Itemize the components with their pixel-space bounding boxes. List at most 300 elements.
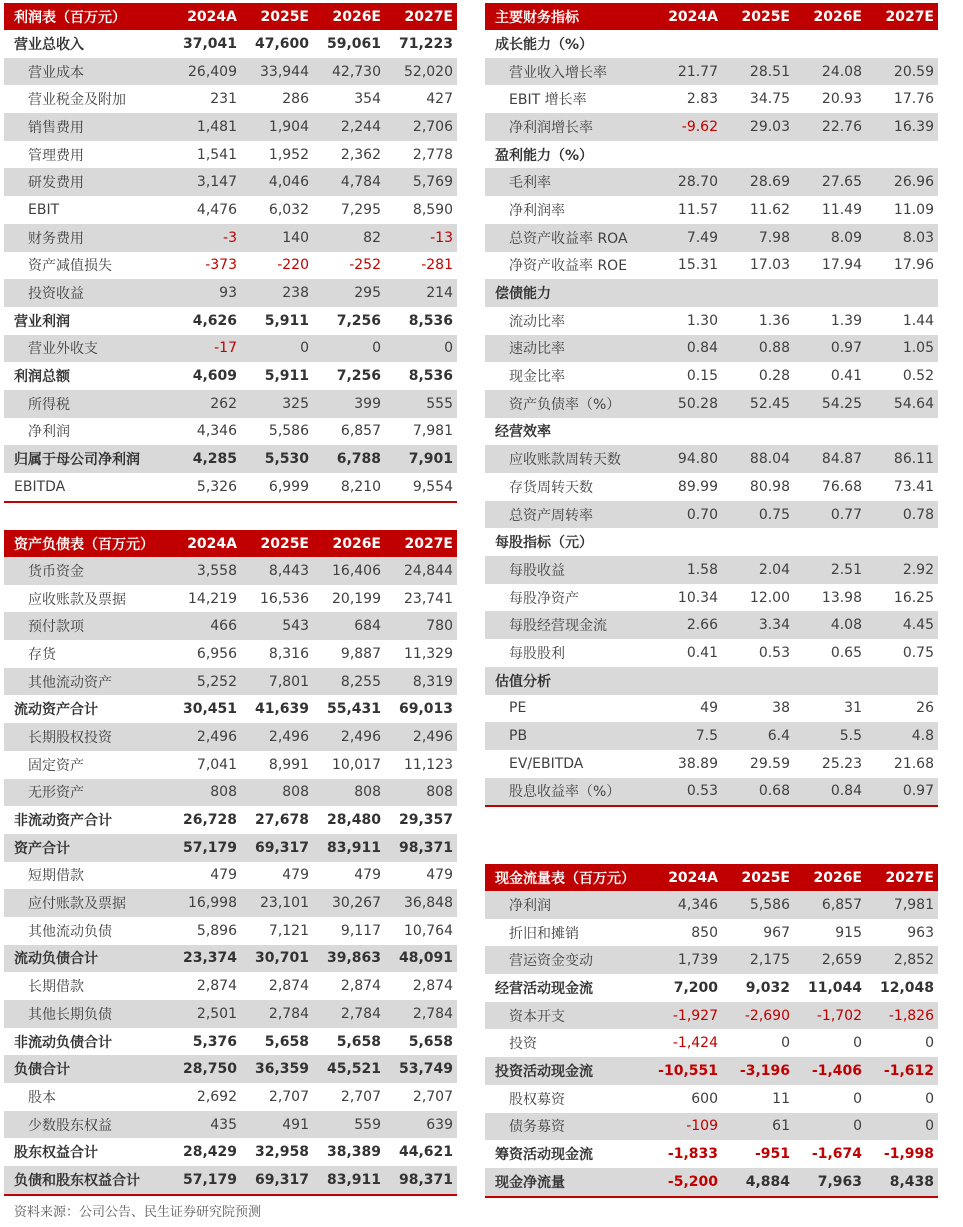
cell-value: 45,521 — [326, 1061, 381, 1078]
row-label: 营业外收支 — [28, 341, 98, 358]
cell-value: 0.84 — [830, 783, 862, 800]
cell-value: 1,739 — [677, 952, 718, 969]
cell-value: 0.52 — [902, 368, 934, 385]
cell-value: 5,896 — [196, 922, 237, 939]
cell-value: 54.64 — [893, 395, 934, 412]
cell-value: -1,612 — [883, 1062, 934, 1079]
table-row — [4, 557, 457, 585]
cell-value: 0.15 — [686, 368, 718, 385]
cell-value: 2,707 — [340, 1088, 381, 1105]
table-row — [4, 113, 457, 141]
cell-value: 16.25 — [893, 589, 934, 606]
cell-value: 286 — [282, 91, 309, 108]
table-row — [4, 30, 457, 58]
cell-value: 1,541 — [196, 146, 237, 163]
cell-value: 37,041 — [182, 35, 237, 52]
cell-value: 11.57 — [677, 201, 718, 218]
table-row — [4, 85, 457, 113]
row-label: 折旧和摊销 — [509, 925, 579, 942]
row-label: 股息收益率（%） — [509, 784, 621, 801]
cell-value: -1,406 — [811, 1062, 862, 1079]
cell-value: -951 — [754, 1146, 790, 1163]
row-label: 营业总收入 — [14, 36, 84, 53]
cell-value: 86.11 — [893, 451, 934, 468]
row-label: 净利润 — [509, 897, 551, 914]
cell-value: 2,874 — [340, 978, 381, 995]
table-row — [485, 390, 938, 418]
cell-value: 1.44 — [902, 312, 934, 329]
cell-value: 55,431 — [326, 701, 381, 718]
cell-value: 17.94 — [821, 257, 862, 274]
cell-value: -1,998 — [883, 1146, 934, 1163]
cell-value: 20.59 — [893, 63, 934, 80]
cell-value: 808 — [354, 784, 381, 801]
row-label: 每股指标（元） — [495, 535, 593, 552]
cell-value: 491 — [282, 1116, 309, 1133]
cell-value: 354 — [354, 91, 381, 108]
row-label: PE — [509, 700, 527, 717]
cell-value: 16,406 — [332, 562, 381, 579]
cell-value: 8,590 — [412, 201, 453, 218]
row-label: 资产合计 — [14, 840, 70, 857]
table-row — [4, 889, 457, 917]
cell-value: 8.03 — [902, 229, 934, 246]
row-label: 投资收益 — [28, 286, 84, 303]
cell-value: 9,887 — [340, 645, 381, 662]
row-label: 少数股东权益 — [28, 1117, 112, 1134]
cell-value: 28,480 — [326, 812, 381, 829]
cell-value: 5,376 — [192, 1033, 237, 1050]
row-label: 净资产收益率 ROE — [509, 258, 628, 275]
table-row — [4, 1055, 457, 1083]
cell-value: 5,326 — [196, 478, 237, 495]
table-row — [4, 168, 457, 196]
cell-value: 0 — [372, 340, 381, 357]
row-label: 利润总额 — [14, 369, 70, 386]
cell-value: 2,852 — [893, 952, 934, 969]
table-row — [485, 1085, 938, 1113]
cell-value: 98,371 — [398, 839, 453, 856]
cell-value: 0.78 — [902, 506, 934, 523]
table-row — [4, 862, 457, 890]
table-row — [4, 1000, 457, 1028]
row-label: 现金比率 — [509, 369, 565, 386]
cell-value: 5,769 — [412, 174, 453, 191]
cell-value: 4.08 — [830, 617, 862, 634]
cell-value: 4,285 — [192, 451, 237, 468]
table-row — [4, 806, 457, 834]
table-title: 利润表（百万元） — [14, 9, 126, 26]
table-row — [4, 58, 457, 86]
row-label: 估值分析 — [495, 673, 551, 690]
row-label: 存货周转天数 — [509, 479, 593, 496]
cell-value: 0 — [853, 1090, 862, 1107]
cell-value: 5,586 — [268, 423, 309, 440]
table-row — [485, 556, 938, 584]
cell-value: -9.62 — [681, 118, 718, 135]
table-row — [485, 473, 938, 501]
cell-value: 8,316 — [268, 645, 309, 662]
cell-value: 2,175 — [749, 952, 790, 969]
table-row — [485, 501, 938, 529]
cell-value: 4,884 — [745, 1173, 790, 1190]
cell-value: 2,874 — [196, 978, 237, 995]
cell-value: 11,123 — [404, 756, 453, 773]
cell-value: 2,874 — [268, 978, 309, 995]
row-label: 管理费用 — [28, 147, 84, 164]
row-label: 研发费用 — [28, 175, 84, 192]
table-title: 现金流量表（百万元） — [495, 870, 635, 887]
cell-value: 295 — [354, 285, 381, 302]
cell-value: 7,901 — [408, 451, 453, 468]
table-row — [4, 307, 457, 335]
section-row — [485, 528, 938, 556]
cell-value: 76.68 — [821, 478, 862, 495]
cell-value: 34.75 — [749, 91, 790, 108]
cell-value: 0 — [925, 1118, 934, 1135]
income-statement-table — [4, 3, 457, 503]
cell-value: 0.28 — [758, 368, 790, 385]
table-row — [485, 639, 938, 667]
cell-value: 3,147 — [196, 174, 237, 191]
cell-value: 4.45 — [902, 617, 934, 634]
cell-value: 2,692 — [196, 1088, 237, 1105]
cell-value: 466 — [210, 618, 237, 635]
cell-value: 44,621 — [398, 1144, 453, 1161]
row-label: 资本开支 — [509, 1008, 565, 1025]
cell-value: 59,061 — [326, 35, 381, 52]
cell-value: 39,863 — [326, 950, 381, 967]
table-row — [485, 335, 938, 363]
row-label: 成长能力（%） — [495, 36, 594, 53]
cell-value: 0.75 — [758, 506, 790, 523]
cell-value: 808 — [210, 784, 237, 801]
cell-value: 1.30 — [686, 312, 718, 329]
column-header-2024A: 2024A — [668, 869, 718, 886]
column-header-2025E: 2025E — [741, 8, 790, 25]
cell-value: 5,911 — [264, 368, 309, 385]
row-label: 销售费用 — [28, 119, 84, 136]
row-label: 毛利率 — [509, 175, 551, 192]
row-label: 经营活动现金流 — [495, 980, 593, 997]
cell-value: 0 — [925, 1035, 934, 1052]
cell-value: 850 — [691, 924, 718, 941]
cell-value: 16.39 — [893, 118, 934, 135]
table-row — [485, 362, 938, 390]
row-label: 股本 — [28, 1089, 56, 1106]
row-label: 流动资产合计 — [14, 702, 98, 719]
cell-value: 30,701 — [254, 950, 309, 967]
cell-value: -13 — [430, 229, 453, 246]
row-label: 总资产周转率 — [509, 507, 593, 524]
cell-value: 82 — [363, 229, 381, 246]
table-row — [4, 1138, 457, 1166]
section-row — [485, 418, 938, 446]
cell-value: 0.77 — [830, 506, 862, 523]
cell-value: 2,706 — [412, 118, 453, 135]
cell-value: 684 — [354, 618, 381, 635]
table-row — [485, 1140, 938, 1168]
cell-value: 80.98 — [749, 478, 790, 495]
row-label: 应收账款周转天数 — [509, 452, 621, 469]
cell-value: 0.68 — [758, 783, 790, 800]
cell-value: 28,750 — [182, 1061, 237, 1078]
table-row — [4, 612, 457, 640]
cell-value: -2,690 — [744, 1007, 790, 1024]
cell-value: 915 — [835, 924, 862, 941]
cell-value: 8,438 — [889, 1173, 934, 1190]
cell-value: 53,749 — [398, 1061, 453, 1078]
cell-value: 7,256 — [336, 312, 381, 329]
cell-value: 21.68 — [893, 755, 934, 772]
cell-value: 2,784 — [412, 1005, 453, 1022]
cell-value: 7.5 — [695, 728, 718, 745]
cell-value: 57,179 — [182, 839, 237, 856]
table-row — [485, 196, 938, 224]
table-row — [4, 668, 457, 696]
table-row — [4, 473, 457, 501]
cell-value: 1,481 — [196, 118, 237, 135]
cell-value: 2,707 — [412, 1088, 453, 1105]
table-row — [485, 252, 938, 280]
column-header-2026E: 2026E — [332, 535, 381, 552]
cell-value: 4.8 — [911, 728, 934, 745]
row-label: 现金净流量 — [495, 1174, 565, 1191]
source-note: 资料来源：公司公告、民生证券研究院预测 — [14, 1205, 262, 1220]
cell-value: 31 — [844, 700, 862, 717]
cell-value: 2,874 — [412, 978, 453, 995]
cell-value: 2.83 — [686, 91, 718, 108]
table-header — [485, 864, 938, 891]
column-header-2026E: 2026E — [813, 8, 862, 25]
cell-value: 7,041 — [196, 756, 237, 773]
cell-value: 479 — [282, 867, 309, 884]
cell-value: 4,476 — [196, 201, 237, 218]
cell-value: 16,998 — [188, 895, 237, 912]
cell-value: 0.41 — [830, 368, 862, 385]
table-title: 资产负债表（百万元） — [14, 536, 154, 553]
cell-value: 26 — [916, 700, 934, 717]
table-row — [485, 58, 938, 86]
cell-value: 23,741 — [404, 590, 453, 607]
cell-value: 0.84 — [686, 340, 718, 357]
cell-value: 7.49 — [686, 229, 718, 246]
cell-value: 24.08 — [821, 63, 862, 80]
cell-value: 38 — [772, 700, 790, 717]
table-row — [485, 1113, 938, 1141]
cell-value: 5,658 — [264, 1033, 309, 1050]
table-row — [485, 611, 938, 639]
row-label: EBIT — [28, 201, 60, 218]
cell-value: 17.76 — [893, 91, 934, 108]
table-row — [4, 445, 457, 473]
table-row — [485, 722, 938, 750]
cell-value: 0.41 — [686, 644, 718, 661]
table-row — [4, 1083, 457, 1111]
table-row — [485, 445, 938, 473]
table-row — [4, 362, 457, 390]
cell-value: 26,728 — [182, 812, 237, 829]
row-label: 每股收益 — [509, 562, 565, 579]
cell-value: -252 — [349, 257, 381, 274]
cell-value: 52.45 — [749, 395, 790, 412]
table-row — [485, 750, 938, 778]
cell-value: 1,904 — [268, 118, 309, 135]
table-row — [485, 1002, 938, 1030]
cell-value: 5,252 — [196, 673, 237, 690]
table-row — [4, 723, 457, 751]
cell-value: 780 — [426, 618, 453, 635]
cell-value: 8,536 — [408, 312, 453, 329]
cell-value: 42,730 — [332, 63, 381, 80]
cell-value: 41,639 — [254, 701, 309, 718]
cell-value: 5,911 — [264, 312, 309, 329]
table-title: 主要财务指标 — [495, 9, 579, 26]
cell-value: 2.04 — [758, 561, 790, 578]
cell-value: 5,658 — [336, 1033, 381, 1050]
column-header-2025E: 2025E — [260, 8, 309, 25]
cell-value: 73.41 — [893, 478, 934, 495]
cell-value: 69,013 — [398, 701, 453, 718]
cell-value: 13.98 — [821, 589, 862, 606]
cell-value: 2,244 — [340, 118, 381, 135]
table-row — [4, 224, 457, 252]
cell-value: 0.88 — [758, 340, 790, 357]
cell-value: 2,707 — [268, 1088, 309, 1105]
row-label: 货币资金 — [28, 563, 84, 580]
table-row — [4, 834, 457, 862]
cell-value: 6,999 — [268, 478, 309, 495]
cell-value: 3.34 — [758, 617, 790, 634]
cell-value: 71,223 — [398, 35, 453, 52]
column-header-2024A: 2024A — [187, 535, 237, 552]
row-label: 其他流动负债 — [28, 923, 112, 940]
cell-value: 0.97 — [830, 340, 862, 357]
cell-value: 27,678 — [254, 812, 309, 829]
cell-value: 0.53 — [686, 783, 718, 800]
cell-value: 6,857 — [821, 896, 862, 913]
cell-value: 9,117 — [340, 922, 381, 939]
cell-value: 0 — [300, 340, 309, 357]
row-label: EBITDA — [14, 478, 66, 495]
cell-value: 7,200 — [673, 979, 718, 996]
column-header-2027E: 2027E — [404, 8, 453, 25]
balance-sheet-table — [4, 530, 457, 1196]
cell-value: -220 — [277, 257, 309, 274]
cell-value: 33,944 — [260, 63, 309, 80]
cell-value: 49 — [700, 700, 718, 717]
row-label: 非流动资产合计 — [14, 813, 112, 830]
cell-value: -1,702 — [816, 1007, 862, 1024]
row-label: 流动负债合计 — [14, 951, 98, 968]
cell-value: 479 — [354, 867, 381, 884]
row-label: 应付账款及票据 — [28, 896, 126, 913]
cell-value: 2,784 — [268, 1005, 309, 1022]
cell-value: 479 — [426, 867, 453, 884]
cell-value: 29.59 — [749, 755, 790, 772]
cell-value: 0 — [853, 1035, 862, 1052]
cell-value: 963 — [907, 924, 934, 941]
row-label: 净利润率 — [509, 202, 565, 219]
cell-value: 2,496 — [268, 728, 309, 745]
table-row — [485, 168, 938, 196]
cell-value: 1.36 — [758, 312, 790, 329]
cell-value: 0.70 — [686, 506, 718, 523]
section-row — [485, 279, 938, 307]
cell-value: 21.77 — [677, 63, 718, 80]
key-financial-ratios-table — [485, 3, 938, 807]
row-label: 速动比率 — [509, 341, 565, 358]
cell-value: 2,784 — [340, 1005, 381, 1022]
cell-value: 0 — [925, 1090, 934, 1107]
cell-value: 8,319 — [412, 673, 453, 690]
cell-value: 94.80 — [677, 451, 718, 468]
cell-value: 214 — [426, 285, 453, 302]
table-header — [4, 3, 457, 30]
cell-value: 7,121 — [268, 922, 309, 939]
row-label: 其他流动资产 — [28, 674, 112, 691]
cell-value: 639 — [426, 1116, 453, 1133]
cell-value: 69,317 — [254, 1171, 309, 1188]
table-bottom-rule — [4, 501, 457, 503]
cell-value: 5,586 — [749, 896, 790, 913]
row-label: 营业税金及附加 — [28, 92, 126, 109]
row-label: 投资 — [509, 1036, 537, 1053]
cell-value: 10,017 — [332, 756, 381, 773]
cell-value: 4,346 — [677, 896, 718, 913]
row-label: 归属于母公司净利润 — [14, 452, 140, 469]
cell-value: 1,952 — [268, 146, 309, 163]
table-row — [4, 779, 457, 807]
cell-value: 8,255 — [340, 673, 381, 690]
cell-value: 7,256 — [336, 368, 381, 385]
section-row — [485, 667, 938, 695]
cell-value: 28.51 — [749, 63, 790, 80]
cell-value: 23,374 — [182, 950, 237, 967]
cell-value: 967 — [763, 924, 790, 941]
column-header-2024A: 2024A — [668, 8, 718, 25]
table-row — [4, 335, 457, 363]
cell-value: 559 — [354, 1116, 381, 1133]
row-label: 偿债能力 — [495, 286, 551, 303]
column-header-2027E: 2027E — [885, 8, 934, 25]
cell-value: 25.23 — [821, 755, 862, 772]
cell-value: 1.05 — [902, 340, 934, 357]
table-header — [4, 530, 457, 557]
cell-value: 2.92 — [902, 561, 934, 578]
row-label: 财务费用 — [28, 230, 84, 247]
cell-value: 479 — [210, 867, 237, 884]
cell-value: 555 — [426, 395, 453, 412]
cell-value: 28.69 — [749, 174, 790, 191]
column-header-2025E: 2025E — [260, 535, 309, 552]
column-header-2027E: 2027E — [404, 535, 453, 552]
cell-value: 5,658 — [408, 1033, 453, 1050]
section-row — [485, 30, 938, 58]
column-header-2024A: 2024A — [187, 8, 237, 25]
cell-value: 4,784 — [340, 174, 381, 191]
cell-value: 88.04 — [749, 451, 790, 468]
cell-value: 54.25 — [821, 395, 862, 412]
row-label: 筹资活动现金流 — [495, 1147, 593, 1164]
table-header — [485, 3, 938, 30]
table-row — [4, 695, 457, 723]
cell-value: -281 — [421, 257, 453, 274]
cell-value: 98,371 — [398, 1171, 453, 1188]
table-row — [485, 224, 938, 252]
cell-value: 427 — [426, 91, 453, 108]
row-label: 经营效率 — [495, 424, 551, 441]
